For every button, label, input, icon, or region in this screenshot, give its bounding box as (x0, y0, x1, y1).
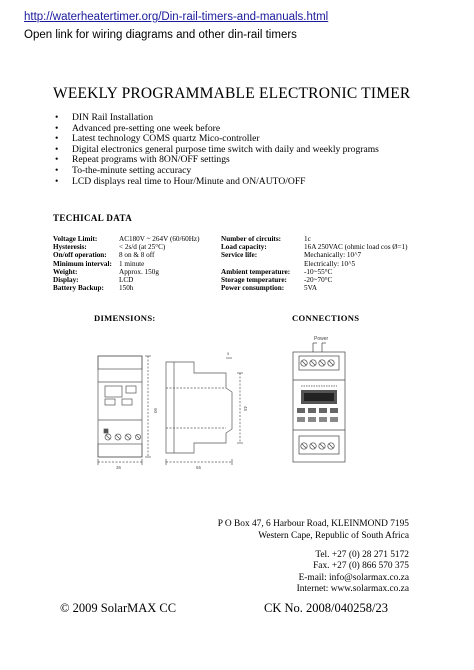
dim-depth-label: 65 (196, 465, 202, 470)
spec-value: < 2s/d (at 25°C) (119, 243, 166, 252)
table-row (221, 243, 408, 251)
bullet-icon: • (55, 133, 59, 145)
dim-small-label: 5 (227, 351, 230, 356)
spec-label: Battery Backup: (53, 284, 104, 293)
bullet-icon: • (55, 154, 59, 166)
feature-text: Digital electronics general purpose time switch with daily and weekly programs (72, 143, 379, 155)
spec-label: On/off operation: (53, 251, 107, 260)
feature-text: LCD displays real time to Hour/Minute and ON/AUTO/OFF (72, 175, 306, 187)
spec-value: 8 on & 8 off (119, 251, 155, 260)
bullet-icon: • (55, 175, 59, 187)
table-row (221, 276, 408, 284)
spec-label: Storage temperature: (221, 276, 287, 285)
bullet-icon: • (55, 143, 59, 155)
spec-value: 1 minute (119, 259, 145, 268)
company-number: CK No. 2008/040258/23 (264, 601, 388, 615)
table-row (53, 284, 200, 292)
spec-value: Mechanically: 10^7 (304, 251, 362, 260)
bullet-icon: • (55, 164, 59, 176)
spec-label: Hysteresis: (53, 243, 87, 252)
contact-block (297, 550, 409, 596)
table-row (53, 235, 200, 243)
dimensions-drawing (86, 336, 272, 472)
table-row (53, 268, 200, 276)
table-row (221, 268, 408, 276)
spec-label: Voltage Limit: (53, 235, 98, 243)
address-line: P O Box 47, 6 Harbour Road, KLEINMOND 7195 (217, 519, 409, 529)
spec-label: Ambient temperature: (221, 267, 291, 276)
spec-value: -20~70°C (304, 276, 333, 285)
bullet-icon: • (55, 112, 59, 123)
spec-label: Minimum interval: (53, 259, 112, 268)
spec-value: Approx. 150g (119, 267, 159, 276)
spec-value: Electrically: 10^5 (304, 259, 356, 268)
button-icon (330, 408, 338, 413)
header-link[interactable]: http://waterheatertimer.org/Din-rail-timers-and-manuals.html (24, 11, 329, 23)
button-icon (297, 417, 305, 422)
power-label: Power (314, 336, 329, 342)
header-note: Open link for wiring diagrams and other din-rail timers (24, 29, 297, 41)
button-icon (330, 417, 338, 422)
dimensions-title: DIMENSIONS: (94, 313, 156, 323)
feature-list (53, 113, 379, 187)
dim-width-label: 36 (116, 465, 122, 470)
spec-label: Weight: (53, 267, 78, 276)
email-label: E-mail: (298, 572, 327, 583)
spec-table-right (221, 235, 408, 292)
copyright: © 2009 SolarMAX CC (60, 601, 177, 615)
page-title: WEEKLY PROGRAMMABLE ELECTRONIC TIMER (53, 85, 411, 102)
fax-line: Fax. +27 (0) 866 570 375 (313, 561, 409, 572)
table-row (221, 284, 408, 292)
button-icon (308, 417, 316, 422)
feature-text: Advanced pre-setting one week before (72, 122, 221, 134)
button-icon (319, 408, 327, 413)
email-line (297, 573, 409, 584)
spec-label: Display: (53, 276, 79, 285)
connections-title: CONNECTIONS (292, 313, 360, 323)
connections-drawing (283, 330, 363, 466)
table-row (221, 235, 408, 243)
spec-value: 150h (119, 284, 134, 293)
spec-label: Service life: (221, 251, 258, 260)
dim-height-label: 90 (153, 408, 158, 414)
feature-text: To-the-minute setting accuracy (72, 164, 192, 176)
spec-label: Number of circuits: (221, 235, 282, 243)
address-block (218, 519, 409, 542)
spec-label: Load capacity: (221, 243, 267, 252)
bullet-icon: • (55, 122, 59, 134)
table-row (221, 251, 408, 259)
list-item (53, 177, 379, 188)
table-row (221, 260, 408, 268)
feature-text: Latest technology COMS quartz Mico-controller (72, 133, 260, 145)
address-line: Western Cape, Republic of South Africa (258, 530, 409, 541)
table-row (53, 276, 200, 284)
email-value[interactable]: info@solarmax.co.za (326, 572, 409, 583)
feature-text: Repeat programs with 8ON/OFF settings (72, 154, 230, 166)
spec-value: LCD (119, 276, 134, 285)
spec-value: -10~55°C (304, 267, 333, 276)
spec-label (221, 260, 304, 268)
spec-value: 1c (304, 235, 311, 243)
spec-table-left (53, 235, 200, 292)
tech-data-title: TECHICAL DATA (53, 213, 133, 223)
spec-value: 16A 250VAC (ohmic load cos Ø=1) (304, 243, 408, 252)
internet-line[interactable]: Internet: www.solarmax.co.za (296, 584, 409, 595)
front-view-outline (98, 356, 142, 457)
button-icon (308, 408, 316, 413)
button-icon (319, 417, 327, 422)
table-row (53, 260, 200, 268)
spec-value: 5VA (304, 284, 318, 293)
dim-module-label: 45 (243, 406, 248, 412)
spec-value: AC180V ~ 264V (60/60Hz) (119, 235, 200, 243)
side-view-outline (166, 362, 232, 453)
spec-label: Power consumption: (221, 284, 285, 293)
tel-line: Tel. +27 (0) 28 271 5172 (315, 550, 409, 560)
table-row (53, 251, 200, 259)
feature-text: DIN Rail Installation (72, 112, 153, 123)
table-row (53, 243, 200, 251)
button-icon (297, 408, 305, 413)
